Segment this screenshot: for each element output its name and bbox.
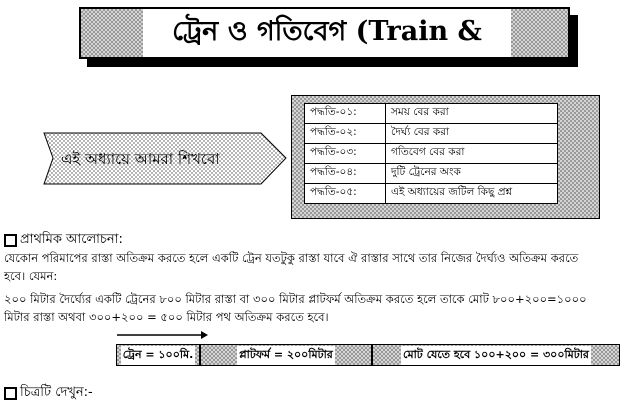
title-banner <box>79 7 570 59</box>
intro-line-2: হবে। যেমন: <box>4 269 58 283</box>
direction-arrow-icon <box>117 330 209 340</box>
method-number: পদ্ধতি-০১: <box>305 104 386 124</box>
method-row <box>305 104 558 124</box>
intro-line-4: মিটার রাস্তা অথবা ৩০০+২০০ = ৫০০ মিটার পথ অতিক্রম করতে হবে। <box>4 310 329 324</box>
method-description: গতিবেগ বের করা <box>386 144 558 164</box>
intro-line-1: যেকোন পরিমাপের রাস্তা অতিক্রম করতে হলে একটি ট্রেন যতটুকু রাস্তা যাবে ঐ রাস্তার সাথে তার নিজের দৈর্ঘ্যও অতিক্রম করতে <box>4 251 579 265</box>
method-number: পদ্ধতি-০৫: <box>305 184 386 204</box>
method-description: সময় বের করা <box>386 104 558 124</box>
total-label: মোট যেতে হবে ১০০+২০০ = ৩০০মিটার <box>401 346 591 365</box>
learn-label: এই অধ্যায়ে আমরা শিখবো <box>61 150 220 168</box>
method-number: পদ্ধতি-০২: <box>305 124 386 144</box>
method-number: পদ্ধতি-০৪: <box>305 164 386 184</box>
learn-arrow <box>43 132 288 185</box>
method-number: পদ্ধতি-০৩: <box>305 144 386 164</box>
figure-heading-text: চিত্রটি দেখুন:- <box>20 385 93 400</box>
intro-heading <box>4 230 123 251</box>
method-row <box>305 144 558 164</box>
total-segment <box>372 344 620 366</box>
methods-table <box>304 103 558 204</box>
figure-heading <box>4 383 93 404</box>
intro-line-3: ২০০ মিটার দৈর্ঘ্যের একটি ট্রেনের ৮০০ মিটার রাস্তা বা ৩০০ মিটার প্লাটফর্ম অতিক্রম করতে হলে তাকে মোট ৮০০+২০০=১০০০ <box>4 292 587 306</box>
platform-label: প্লাটফর্ম = ২০০মিটার <box>237 346 335 365</box>
platform-segment <box>200 344 372 366</box>
intro-heading-text: প্রাথমিক আলোচনা: <box>20 232 123 247</box>
checkbox-icon <box>4 234 17 247</box>
checkbox-icon <box>4 387 17 400</box>
method-description: দৈর্ঘ্য বের করা <box>386 124 558 144</box>
title-box <box>143 9 511 57</box>
method-row <box>305 124 558 144</box>
method-row <box>305 184 558 204</box>
train-label: ট্রেন = ১০০মি. <box>121 346 196 365</box>
method-row <box>305 164 558 184</box>
methods-panel <box>291 95 600 219</box>
method-description: দুটি ট্রেনের অংক <box>386 164 558 184</box>
train-segment <box>116 344 200 366</box>
method-description: এই অধ্যায়ের জটিল কিছু প্রশ্ন <box>386 184 558 204</box>
page-title: ট্রেন ও গতিবেগ (Train & <box>172 15 482 47</box>
